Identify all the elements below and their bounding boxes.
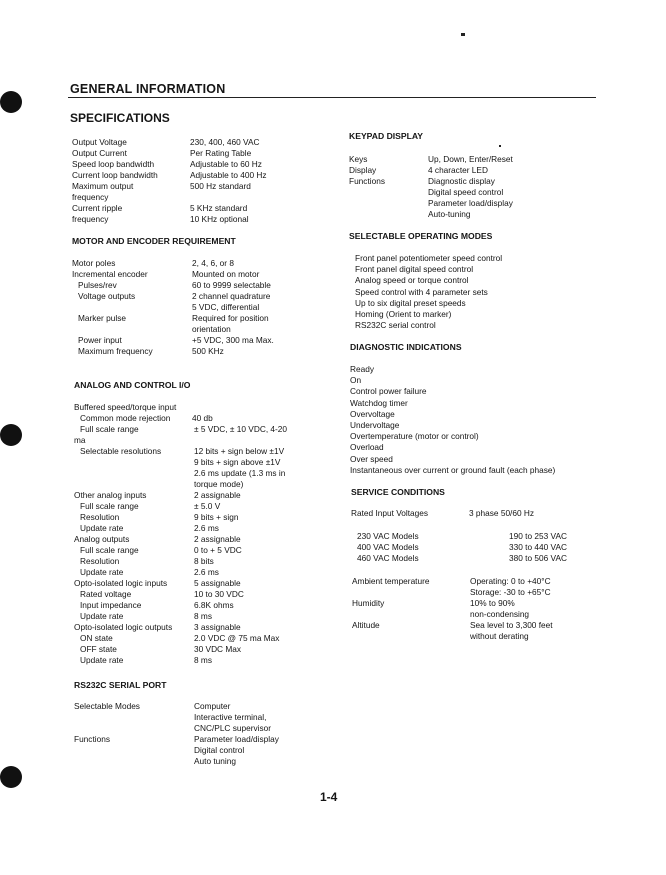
binder-hole-top bbox=[0, 91, 22, 113]
analog-value: 2.6 ms bbox=[194, 523, 219, 533]
analog-label: Update rate bbox=[80, 567, 124, 577]
motor-row bbox=[72, 335, 322, 346]
motor-row bbox=[72, 280, 322, 291]
mode-item: Up to six digital preset speeds bbox=[355, 297, 466, 308]
analog-label: Resolution bbox=[80, 512, 120, 522]
motor-label: Marker pulse bbox=[78, 313, 126, 323]
analog-value: 10 to 30 VDC bbox=[194, 589, 244, 599]
analog-label: Update rate bbox=[80, 611, 124, 621]
analog-value: 2.0 VDC @ 75 ma Max bbox=[194, 633, 280, 643]
spec-value: 500 Hz standard bbox=[190, 181, 251, 191]
motor-value: 60 to 9999 selectable bbox=[192, 280, 271, 290]
rs232-table bbox=[74, 701, 324, 767]
modes-list bbox=[355, 253, 502, 331]
diag-list bbox=[350, 364, 555, 476]
spec-row bbox=[72, 148, 322, 159]
spec-row bbox=[72, 137, 322, 148]
analog-label: OFF state bbox=[80, 644, 117, 654]
analog-row bbox=[74, 468, 324, 479]
model-value: 330 to 440 VAC bbox=[509, 542, 567, 552]
motor-section-title: MOTOR AND ENCODER REQUIREMENT bbox=[72, 236, 236, 246]
analog-label: Resolution bbox=[80, 556, 120, 566]
rs232-row bbox=[74, 756, 324, 767]
analog-label: Input impedance bbox=[80, 600, 142, 610]
analog-row bbox=[74, 633, 324, 644]
spec-row bbox=[72, 214, 322, 225]
analog-row bbox=[74, 611, 324, 622]
env-value: 10% to 90% bbox=[470, 598, 515, 608]
analog-label: Full scale range bbox=[80, 545, 139, 555]
analog-table bbox=[74, 402, 324, 666]
spec-label: Output Voltage bbox=[72, 137, 127, 147]
mode-item: Analog speed or torque control bbox=[355, 275, 469, 286]
spec-label: frequency bbox=[72, 214, 109, 224]
diag-item: Overvoltage bbox=[350, 408, 395, 419]
analog-row bbox=[74, 446, 324, 457]
analog-label: Selectable resolutions bbox=[80, 446, 162, 456]
analog-value: 2.6 ms bbox=[194, 567, 219, 577]
motor-value: 500 KHz bbox=[192, 346, 224, 356]
scan-speck bbox=[499, 145, 501, 147]
motor-value: Mounted on motor bbox=[192, 269, 260, 279]
rs232-row bbox=[74, 745, 324, 756]
spec-row bbox=[72, 181, 322, 192]
keypad-value: Digital speed control bbox=[428, 187, 504, 197]
analog-row bbox=[74, 622, 324, 633]
analog-value: 8 ms bbox=[194, 655, 212, 665]
analog-row bbox=[74, 589, 324, 600]
analog-row bbox=[74, 644, 324, 655]
analog-row bbox=[74, 512, 324, 523]
analog-label: ON state bbox=[80, 633, 113, 643]
analog-label: Full scale range bbox=[80, 424, 139, 434]
analog-value: ± 5 VDC, ± 10 VDC, 4-20 bbox=[194, 424, 288, 434]
analog-value: 3 assignable bbox=[194, 622, 241, 632]
analog-row bbox=[74, 567, 324, 578]
analog-label: Common mode rejection bbox=[80, 413, 171, 423]
mode-item: Speed control with 4 parameter sets bbox=[355, 286, 488, 297]
analog-value: 9 bits + sign above ±1V bbox=[194, 457, 281, 467]
service-value: 3 phase 50/60 Hz bbox=[469, 508, 535, 518]
analog-row bbox=[74, 490, 324, 501]
spec-value: Adjustable to 400 Hz bbox=[190, 170, 267, 180]
motor-label: Power input bbox=[78, 335, 122, 345]
env-value: Sea level to 3,300 feet bbox=[470, 620, 553, 630]
rs232-row bbox=[74, 701, 324, 712]
rs232-value: Auto tuning bbox=[194, 756, 236, 766]
service-models-table bbox=[357, 531, 582, 564]
keypad-label: Functions bbox=[349, 176, 385, 186]
keypad-value: Auto-tuning bbox=[428, 209, 471, 219]
analog-row bbox=[74, 435, 324, 446]
spec-value: Adjustable to 60 Hz bbox=[190, 159, 262, 169]
env-label: Altitude bbox=[352, 620, 380, 630]
motor-row bbox=[72, 346, 322, 357]
model-row bbox=[357, 542, 582, 553]
analog-row bbox=[74, 545, 324, 556]
keypad-row bbox=[349, 165, 589, 176]
spec-row bbox=[72, 159, 322, 170]
mode-item: RS232C serial control bbox=[355, 320, 436, 331]
diag-item: Over speed bbox=[350, 453, 393, 464]
env-row bbox=[352, 631, 592, 642]
model-label: 230 VAC Models bbox=[357, 531, 419, 541]
motor-row bbox=[72, 324, 322, 335]
diag-item: Instantaneous over current or ground fault (each phase) bbox=[350, 464, 556, 475]
spec-value: 10 KHz optional bbox=[190, 214, 249, 224]
motor-value: 2 channel quadrature bbox=[192, 291, 271, 301]
specs-table bbox=[72, 137, 322, 225]
diag-item: Overtemperature (motor or control) bbox=[350, 431, 479, 442]
spec-label: Current ripple bbox=[72, 203, 123, 213]
diag-item: Undervoltage bbox=[350, 420, 400, 431]
motor-value: +5 VDC, 300 ma Max. bbox=[192, 335, 274, 345]
rs232-label: Functions bbox=[74, 734, 110, 744]
diag-item: Control power failure bbox=[350, 386, 427, 397]
modes-section-title: SELECTABLE OPERATING MODES bbox=[349, 231, 493, 241]
motor-label: Maximum frequency bbox=[78, 346, 153, 356]
analog-label: Opto-isolated logic inputs bbox=[74, 578, 168, 588]
diag-item: Watchdog timer bbox=[350, 397, 408, 408]
rs232-row bbox=[74, 734, 324, 745]
diag-section-title: DIAGNOSTIC INDICATIONS bbox=[350, 342, 462, 352]
analog-label: Opto-isolated logic outputs bbox=[74, 622, 173, 632]
spec-value: 5 KHz standard bbox=[190, 203, 248, 213]
analog-row bbox=[74, 534, 324, 545]
spec-value: Per Rating Table bbox=[190, 148, 252, 158]
service-env-table bbox=[352, 576, 592, 642]
env-row bbox=[352, 587, 592, 598]
analog-row bbox=[74, 655, 324, 666]
binder-hole-bottom bbox=[0, 766, 22, 788]
keypad-value: Parameter load/display bbox=[428, 198, 513, 208]
motor-row bbox=[72, 302, 322, 313]
keypad-row bbox=[349, 198, 589, 209]
rs232-value: CNC/PLC supervisor bbox=[194, 723, 271, 733]
section-header: GENERAL INFORMATION bbox=[70, 82, 226, 96]
diag-item: Ready bbox=[350, 364, 374, 374]
motor-value: 2, 4, 6, or 8 bbox=[192, 258, 234, 268]
analog-value: 6.8K ohms bbox=[194, 600, 234, 610]
motor-label: Incremental encoder bbox=[72, 269, 148, 279]
service-row bbox=[351, 508, 591, 519]
analog-row bbox=[74, 479, 324, 490]
keypad-row bbox=[349, 209, 589, 220]
model-value: 380 to 506 VAC bbox=[509, 553, 567, 563]
env-value: Operating: 0 to +40°C bbox=[470, 576, 551, 586]
keypad-value: Diagnostic display bbox=[428, 176, 495, 186]
keypad-section-title: KEYPAD DISPLAY bbox=[349, 131, 424, 141]
rs232-section-title: RS232C SERIAL PORT bbox=[74, 680, 167, 690]
env-value: without derating bbox=[470, 631, 529, 641]
page-title: SPECIFICATIONS bbox=[70, 111, 170, 125]
spec-label: Output Current bbox=[72, 148, 127, 158]
analog-row bbox=[74, 424, 324, 435]
env-value: Storage: -30 to +65°C bbox=[470, 587, 551, 597]
analog-value: 2 assignable bbox=[194, 534, 241, 544]
model-value: 190 to 253 VAC bbox=[509, 531, 567, 541]
analog-label: Rated voltage bbox=[80, 589, 132, 599]
spec-label: Maximum output bbox=[72, 181, 134, 191]
env-label: Humidity bbox=[352, 598, 385, 608]
diag-item: On bbox=[350, 375, 362, 386]
model-row bbox=[357, 531, 582, 542]
analog-label: ma bbox=[74, 435, 86, 445]
analog-value: 8 bits bbox=[194, 556, 214, 566]
motor-row bbox=[72, 258, 322, 269]
motor-label: Voltage outputs bbox=[78, 291, 136, 301]
analog-label: Full scale range bbox=[80, 501, 139, 511]
rs232-value: Computer bbox=[194, 701, 231, 711]
analog-value: 0 to + 5 VDC bbox=[194, 545, 242, 555]
analog-row bbox=[74, 578, 324, 589]
motor-label: Motor poles bbox=[72, 258, 116, 268]
keypad-label: Keys bbox=[349, 154, 368, 164]
keypad-row bbox=[349, 187, 589, 198]
header-rule bbox=[68, 97, 596, 98]
mode-item: Front panel potentiometer speed control bbox=[355, 253, 503, 263]
keypad-value: Up, Down, Enter/Reset bbox=[428, 154, 513, 164]
spec-label: frequency bbox=[72, 192, 109, 202]
analog-value: 9 bits + sign bbox=[194, 512, 239, 522]
analog-value: ± 5.0 V bbox=[194, 501, 221, 511]
env-value: non-condensing bbox=[470, 609, 530, 619]
keypad-table bbox=[349, 154, 589, 220]
analog-value: 2 assignable bbox=[194, 490, 241, 500]
rs232-row bbox=[74, 712, 324, 723]
analog-section-title: ANALOG AND CONTROL I/O bbox=[74, 380, 191, 390]
analog-label: Update rate bbox=[80, 655, 124, 665]
analog-row bbox=[74, 556, 324, 567]
spec-row bbox=[72, 192, 322, 203]
spec-label: Speed loop bandwidth bbox=[72, 159, 155, 169]
motor-row bbox=[72, 269, 322, 280]
motor-row bbox=[72, 313, 322, 324]
analog-row bbox=[74, 600, 324, 611]
motor-label: Pulses/rev bbox=[78, 280, 117, 290]
analog-value: 30 VDC Max bbox=[194, 644, 242, 654]
motor-value: orientation bbox=[192, 324, 231, 334]
rs232-label: Selectable Modes bbox=[74, 701, 140, 711]
spec-label: Current loop bandwidth bbox=[72, 170, 158, 180]
scan-speck bbox=[461, 33, 465, 36]
spec-value: 230, 400, 460 VAC bbox=[190, 137, 260, 147]
analog-value: 12 bits + sign below ±1V bbox=[194, 446, 285, 456]
model-label: 400 VAC Models bbox=[357, 542, 419, 552]
analog-label: Update rate bbox=[80, 523, 124, 533]
model-row bbox=[357, 553, 582, 564]
env-row bbox=[352, 576, 592, 587]
analog-row bbox=[74, 402, 324, 413]
motor-row bbox=[72, 291, 322, 302]
spec-row bbox=[72, 203, 322, 214]
analog-row bbox=[74, 501, 324, 512]
env-row bbox=[352, 620, 592, 631]
analog-label: Buffered speed/torque input bbox=[74, 402, 177, 412]
rs232-row bbox=[74, 723, 324, 734]
model-label: 460 VAC Models bbox=[357, 553, 419, 563]
service-input-row bbox=[351, 508, 591, 519]
rs232-value: Parameter load/display bbox=[194, 734, 279, 744]
motor-table bbox=[72, 258, 322, 357]
analog-label: Analog outputs bbox=[74, 534, 130, 544]
service-label: Rated Input Voltages bbox=[351, 508, 429, 518]
analog-row bbox=[74, 457, 324, 468]
analog-value: 5 assignable bbox=[194, 578, 241, 588]
analog-value: 8 ms bbox=[194, 611, 212, 621]
mode-item: Front panel digital speed control bbox=[355, 264, 474, 275]
page-number: 1-4 bbox=[320, 790, 338, 804]
analog-value: 2.6 ms update (1.3 ms in bbox=[194, 468, 286, 478]
keypad-row bbox=[349, 154, 589, 165]
spec-row bbox=[72, 170, 322, 181]
env-label: Ambient temperature bbox=[352, 576, 430, 586]
binder-hole-middle bbox=[0, 424, 22, 446]
env-row bbox=[352, 598, 592, 609]
rs232-value: Digital control bbox=[194, 745, 245, 755]
diag-item: Overload bbox=[350, 442, 384, 453]
analog-value: torque mode) bbox=[194, 479, 244, 489]
keypad-value: 4 character LED bbox=[428, 165, 488, 175]
keypad-label: Display bbox=[349, 165, 377, 175]
rs232-value: Interactive terminal, bbox=[194, 712, 267, 722]
service-section-title: SERVICE CONDITIONS bbox=[351, 487, 445, 497]
analog-row bbox=[74, 413, 324, 424]
env-row bbox=[352, 609, 592, 620]
analog-row bbox=[74, 523, 324, 534]
analog-value: 40 db bbox=[192, 413, 213, 423]
motor-value: 5 VDC, differential bbox=[192, 302, 260, 312]
analog-label: Other analog inputs bbox=[74, 490, 147, 500]
motor-value: Required for position bbox=[192, 313, 269, 323]
keypad-row bbox=[349, 176, 589, 187]
mode-item: Homing (Orient to marker) bbox=[355, 309, 452, 320]
